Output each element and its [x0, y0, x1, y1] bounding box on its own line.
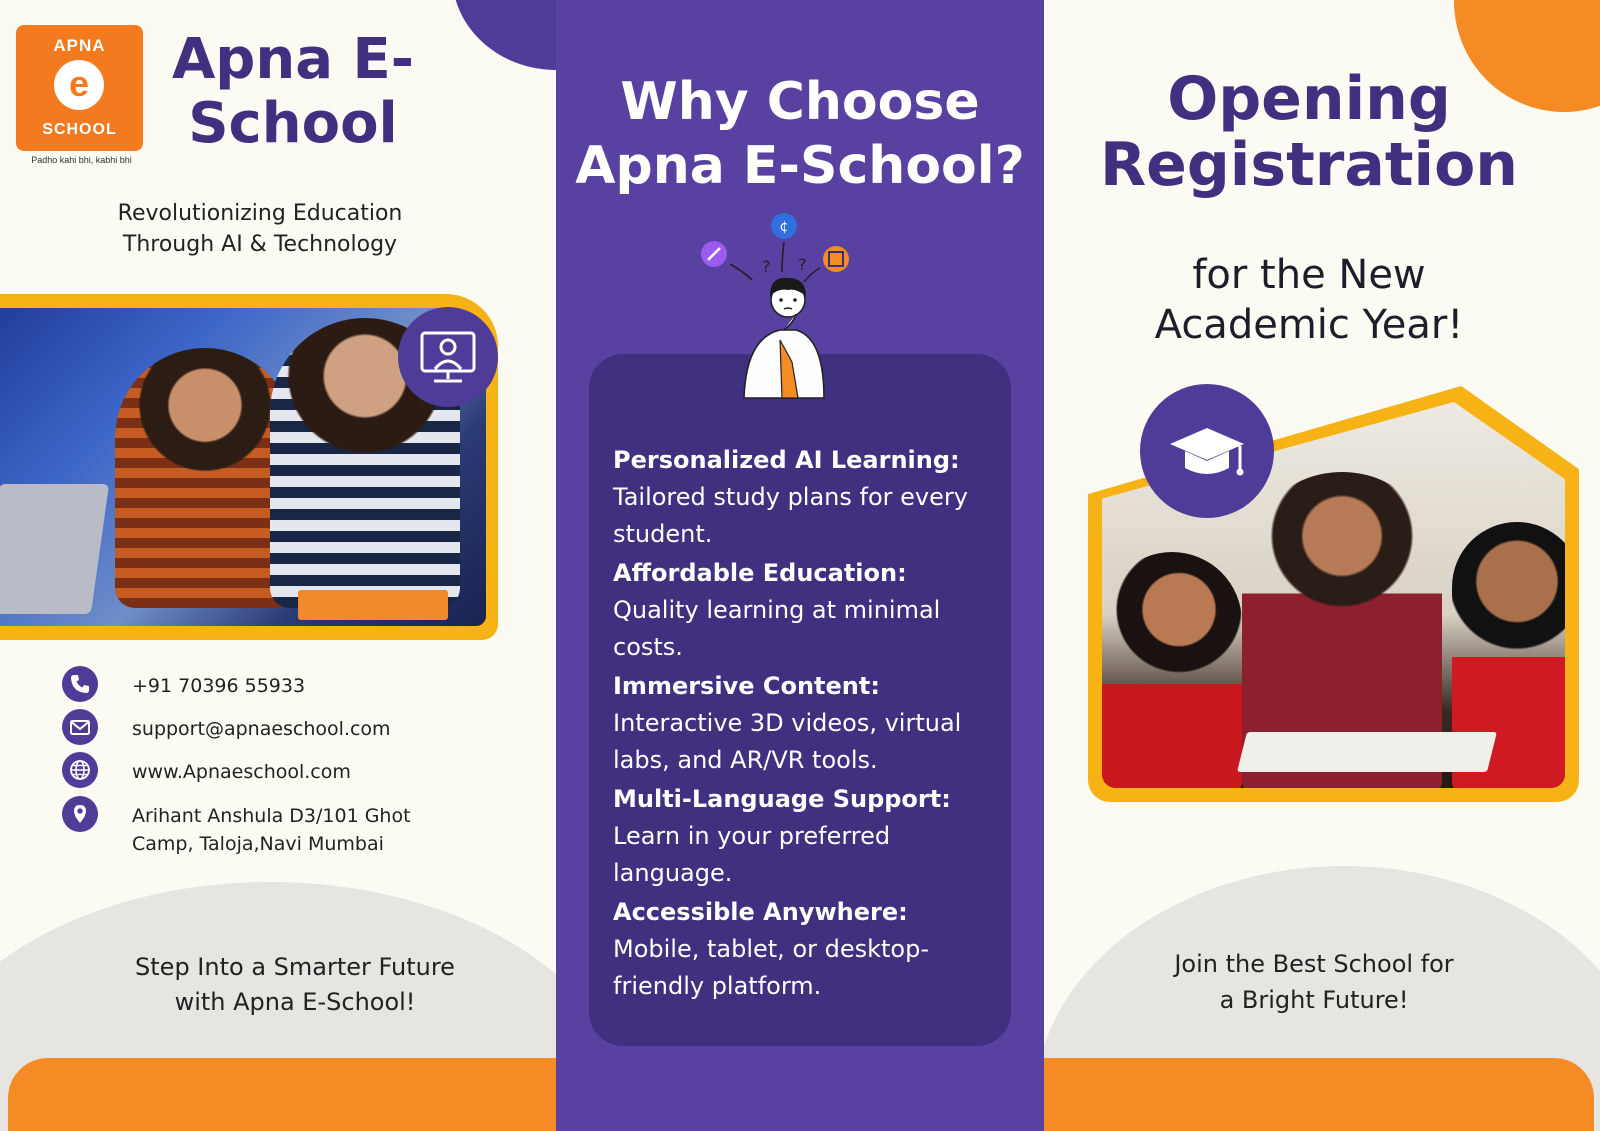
logo-text-top: APNA	[53, 36, 106, 55]
subtitle-line-1: for the New	[1192, 252, 1426, 298]
brand-subtitle: Revolutionizing Education Through AI & Technology	[117, 201, 403, 257]
feature-item	[613, 668, 1005, 779]
feature-list	[613, 442, 1005, 1007]
feature-heading: Immersive Content:	[613, 672, 880, 700]
feature-item	[613, 894, 1005, 1005]
feature-description: Interactive 3D videos, virtual labs, and AR/VR tools.	[613, 709, 962, 774]
globe-icon	[62, 752, 98, 788]
cta-line-2: with Apna E-School!	[174, 988, 416, 1016]
cta-line-1: Step Into a Smarter Future	[135, 953, 455, 981]
logo-text-bottom: SCHOOL	[42, 121, 117, 138]
feature-heading: Affordable Education:	[613, 559, 907, 587]
address-line-2: Camp, Taloja,Navi Mumbai	[132, 833, 384, 855]
books-shape	[298, 590, 448, 620]
location-pin-icon	[62, 796, 98, 832]
registration-title	[1084, 66, 1534, 198]
logo	[16, 25, 143, 151]
logo-tagline: Padho kahi bhi, kabhi bhi	[31, 155, 132, 165]
feature-description: Mobile, tablet, or desktop-friendly platform.	[613, 935, 930, 1000]
mail-icon	[62, 709, 98, 745]
right-call-to-action	[1124, 946, 1504, 1018]
middle-panel	[556, 0, 1044, 1131]
right-panel	[1044, 0, 1600, 1131]
decorative-bar	[8, 1058, 556, 1131]
svg-text:?: ?	[798, 255, 807, 274]
title-line-2: Apna E-School?	[575, 136, 1025, 196]
thinking-person-icon	[700, 212, 900, 412]
feature-item	[613, 781, 1005, 892]
brand-title: Apna E-School	[171, 27, 415, 156]
phone-number[interactable]: +91 70396 55933	[132, 675, 306, 697]
phone-icon	[62, 666, 98, 702]
title-line-1: Why Choose	[620, 72, 980, 132]
monitor-user-icon	[398, 307, 498, 407]
logo-e-mark: e	[54, 60, 104, 110]
left-panel	[0, 0, 556, 1131]
address	[132, 802, 411, 858]
laptop-shape	[0, 484, 109, 614]
feature-description: Tailored study plans for every student.	[613, 483, 968, 548]
why-choose-title	[556, 70, 1044, 198]
title-line-2: Registration	[1099, 130, 1519, 200]
left-call-to-action	[60, 950, 530, 1020]
svg-text:¢: ¢	[779, 219, 789, 235]
cta-line-2: a Bright Future!	[1219, 986, 1409, 1014]
feature-heading: Multi-Language Support:	[613, 785, 951, 813]
address-line-1: Arihant Anshula D3/101 Ghot	[132, 805, 411, 827]
student-figure	[1102, 552, 1242, 788]
registration-subtitle	[1084, 250, 1534, 350]
feature-item	[613, 555, 1005, 666]
title-line-1: Opening	[1167, 64, 1451, 134]
decorative-bar	[1044, 1058, 1594, 1131]
decorative-circle	[452, 0, 556, 70]
book-shape	[1237, 732, 1497, 772]
email-address[interactable]: support@apnaeschool.com	[132, 718, 391, 740]
feature-item	[613, 442, 1005, 553]
feature-heading: Personalized AI Learning:	[613, 446, 960, 474]
graduation-cap-icon	[1140, 384, 1274, 518]
website-link[interactable]: www.Apnaeschool.com	[132, 761, 351, 783]
feature-description: Quality learning at minimal costs.	[613, 596, 941, 661]
svg-text:?: ?	[762, 257, 771, 276]
student-figure	[115, 348, 295, 608]
feature-description: Learn in your preferred language.	[613, 822, 891, 887]
subtitle-line-2: Academic Year!	[1154, 302, 1464, 348]
cta-line-1: Join the Best School for	[1174, 950, 1454, 978]
feature-heading: Accessible Anywhere:	[613, 898, 908, 926]
